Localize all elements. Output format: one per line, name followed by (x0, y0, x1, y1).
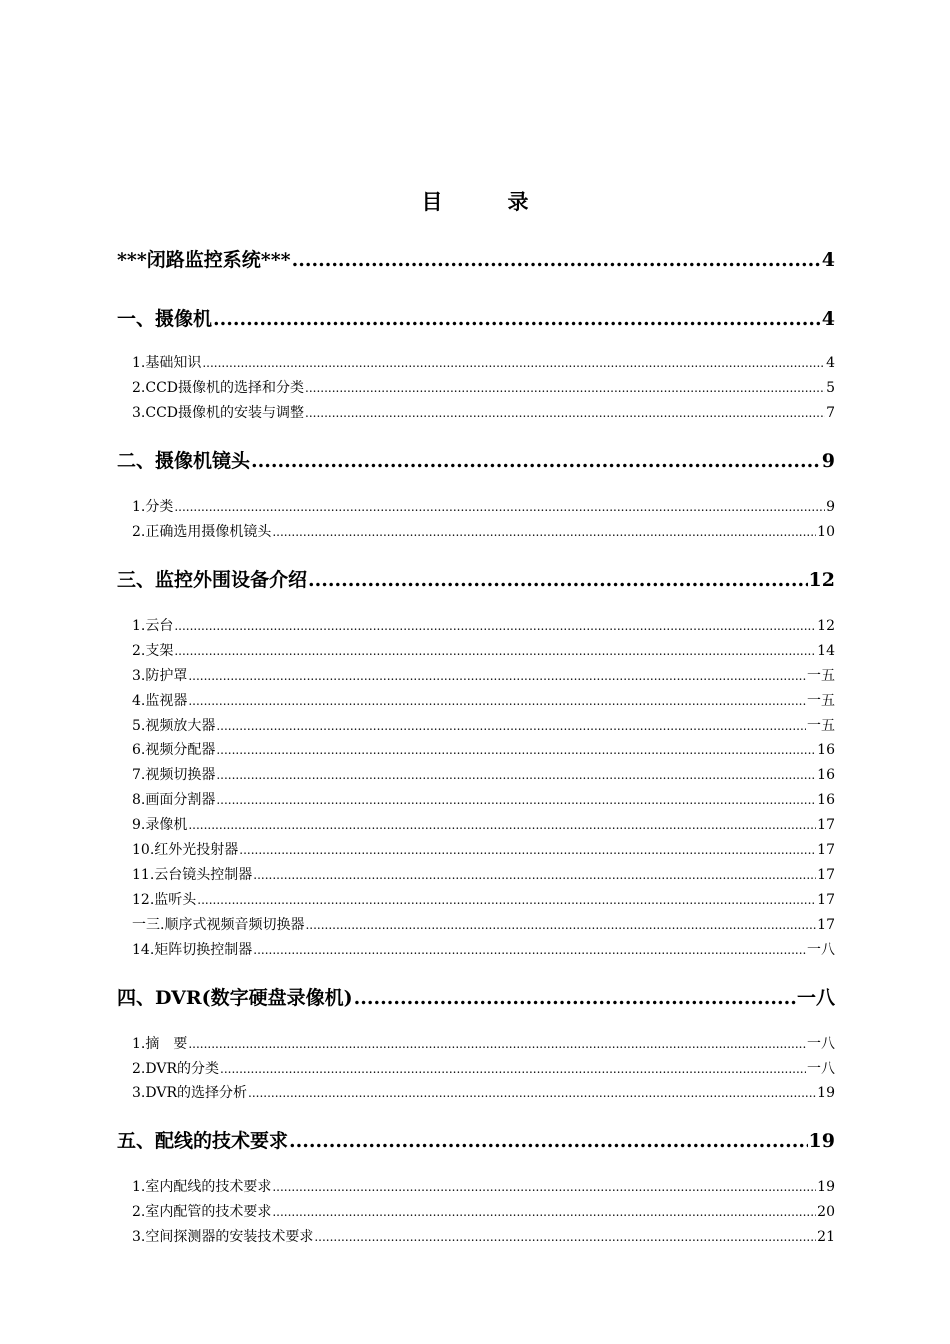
dot-leader (216, 716, 806, 736)
toc-entry-page: 7 (826, 405, 835, 421)
toc-entry-page: 4 (821, 249, 835, 271)
toc-entry-page: 一五 (807, 718, 835, 734)
toc-entry-subsection[interactable] (132, 716, 835, 736)
toc-entry-label: 2.正确选用摄像机镜头 (132, 524, 272, 540)
toc-entry-label: 6.视频分配器 (132, 742, 216, 758)
toc-entry-label: 2.DVR的分类 (132, 1061, 219, 1077)
toc-entry-page: 17 (817, 917, 835, 933)
toc-entry-page: 5 (826, 380, 835, 396)
toc-entry-label: 1.摘 要 (132, 1036, 188, 1052)
toc-entry-subsection[interactable] (132, 616, 835, 636)
toc-entry-subsection[interactable] (132, 1034, 835, 1054)
toc-entry-label: 11.云台镜头控制器 (132, 867, 253, 883)
dot-leader (248, 1083, 816, 1103)
toc-entry-label: 3.CCD摄像机的安装与调整 (132, 405, 305, 421)
toc-entry-subsection[interactable] (132, 890, 835, 910)
dot-leader (292, 246, 821, 274)
dot-leader (289, 1127, 808, 1155)
toc-entry-page: 17 (817, 867, 835, 883)
dot-leader (216, 790, 816, 810)
toc-entry-page: 16 (817, 767, 835, 783)
toc-entry-section[interactable] (117, 1127, 835, 1155)
toc-entry-subsection[interactable] (132, 740, 835, 760)
toc-entry-page: 一八 (807, 1036, 835, 1052)
toc-entry-label: 14.矩阵切换控制器 (132, 942, 253, 958)
toc-entry-subsection[interactable] (132, 666, 835, 686)
toc-entry-page: 20 (817, 1204, 835, 1220)
toc-entry-label: 4.监视器 (132, 693, 188, 709)
dot-leader (216, 740, 816, 760)
toc-entry-subsection[interactable] (132, 765, 835, 785)
toc-entry-subsection[interactable] (132, 522, 835, 542)
toc-entry-subsection[interactable] (132, 915, 835, 935)
dot-leader (308, 566, 808, 594)
toc-entry-page: 一八 (807, 942, 835, 958)
dot-leader (213, 305, 821, 333)
dot-leader (272, 522, 816, 542)
dot-leader (216, 765, 816, 785)
dot-leader (188, 691, 806, 711)
toc-entry-section[interactable] (117, 984, 835, 1012)
toc-entry-label: 一三.顺序式视频音频切换器 (132, 917, 305, 933)
toc-entry-label: 2.室内配管的技术要求 (132, 1204, 272, 1220)
toc-entry-page: 17 (817, 842, 835, 858)
toc-entry-page: 16 (817, 742, 835, 758)
toc-entry-label: 12.监听头 (132, 892, 197, 908)
toc-entry-subsection[interactable] (132, 641, 835, 661)
toc-entry-section[interactable] (117, 246, 835, 274)
dot-leader (354, 984, 796, 1012)
toc-entry-label: 9.录像机 (132, 817, 188, 833)
toc-entry-label: 8.画面分割器 (132, 792, 216, 808)
toc-entry-subsection[interactable] (132, 497, 835, 517)
dot-leader (253, 865, 816, 885)
dot-leader (239, 840, 816, 860)
toc-entry-page: 17 (817, 892, 835, 908)
toc-entry-label: 二、摄像机镜头 (117, 450, 251, 472)
toc-entry-label: 1.分类 (132, 499, 174, 515)
toc-entry-page: 9 (826, 499, 835, 515)
toc-entry-section[interactable] (117, 566, 835, 594)
dot-leader (314, 1227, 816, 1247)
toc-entry-page: 一五 (807, 693, 835, 709)
toc-entry-label: 一、摄像机 (117, 308, 213, 330)
dot-leader (188, 1034, 806, 1054)
toc-entry-page: 14 (817, 643, 835, 659)
toc-entry-subsection[interactable] (132, 940, 835, 960)
toc-entry-label: 5.视频放大器 (132, 718, 216, 734)
toc-entry-page: 12 (808, 569, 835, 591)
toc-entry-page: 一八 (807, 1061, 835, 1077)
dot-leader (197, 890, 816, 910)
toc-entry-page: 16 (817, 792, 835, 808)
dot-leader (188, 666, 806, 686)
toc-entry-subsection[interactable] (132, 1202, 835, 1222)
toc-entry-page: 17 (817, 817, 835, 833)
toc-entry-label: 7.视频切换器 (132, 767, 216, 783)
dot-leader (202, 353, 825, 373)
toc-entry-label: 1.云台 (132, 618, 174, 634)
page-title: 目 录 (421, 189, 551, 214)
dot-leader (220, 1059, 806, 1079)
toc-entry-subsection[interactable] (132, 1177, 835, 1197)
dot-leader (253, 940, 806, 960)
toc-entry-label: 10.红外光投射器 (132, 842, 239, 858)
toc-entry-page: 12 (817, 618, 835, 634)
toc-entry-page: 4 (821, 308, 835, 330)
toc-entry-section[interactable] (117, 447, 835, 475)
toc-entry-page: 19 (817, 1179, 835, 1195)
toc-entry-page: 10 (817, 524, 835, 540)
toc-entry-label: 1.基础知识 (132, 355, 202, 371)
toc-entry-page: 19 (817, 1085, 835, 1101)
toc-entry-page: 一八 (796, 987, 835, 1009)
toc-entry-label: 3.空间探测器的安装技术要求 (132, 1229, 314, 1245)
toc-entry-page: 21 (817, 1229, 835, 1245)
toc-entry-label: 1.室内配线的技术要求 (132, 1179, 272, 1195)
dot-leader (272, 1177, 816, 1197)
toc-entry-label: 四、DVR(数字硬盘录像机) (117, 987, 353, 1009)
dot-leader (305, 378, 825, 398)
toc-entry-subsection[interactable] (132, 815, 835, 835)
toc-entry-subsection[interactable] (132, 865, 835, 885)
toc-entry-page: 19 (808, 1130, 835, 1152)
dot-leader (188, 815, 816, 835)
toc-entry-section[interactable] (117, 305, 835, 333)
dot-leader (272, 1202, 816, 1222)
toc-entry-page: 4 (826, 355, 835, 371)
dot-leader (305, 403, 825, 423)
toc-entry-subsection[interactable] (132, 1083, 835, 1103)
toc-entry-label: 五、配线的技术要求 (117, 1130, 289, 1152)
toc-entry-subsection[interactable] (132, 691, 835, 711)
toc-entry-subsection[interactable] (132, 790, 835, 810)
toc-entry-label: 3.防护罩 (132, 668, 188, 684)
toc-entry-label: ***闭路监控系统*** (117, 249, 291, 271)
toc-entry-label: 三、监控外围设备介绍 (117, 569, 308, 591)
dot-leader (174, 616, 816, 636)
toc-entry-label: 2.支架 (132, 643, 174, 659)
toc-entry-subsection[interactable] (132, 840, 835, 860)
toc-entry-subsection[interactable] (132, 1059, 835, 1079)
toc-entry-subsection[interactable] (132, 353, 835, 373)
toc-entry-label: 3.DVR的选择分析 (132, 1085, 247, 1101)
toc-entry-label: 2.CCD摄像机的选择和分类 (132, 380, 305, 396)
dot-leader (251, 447, 821, 475)
toc-entry-page: 9 (821, 450, 835, 472)
dot-leader (174, 497, 825, 517)
dot-leader (305, 915, 816, 935)
toc-entry-subsection[interactable] (132, 1227, 835, 1247)
toc-entry-subsection[interactable] (132, 403, 835, 423)
dot-leader (174, 641, 816, 661)
toc-entry-page: 一五 (807, 668, 835, 684)
toc-entry-subsection[interactable] (132, 378, 835, 398)
